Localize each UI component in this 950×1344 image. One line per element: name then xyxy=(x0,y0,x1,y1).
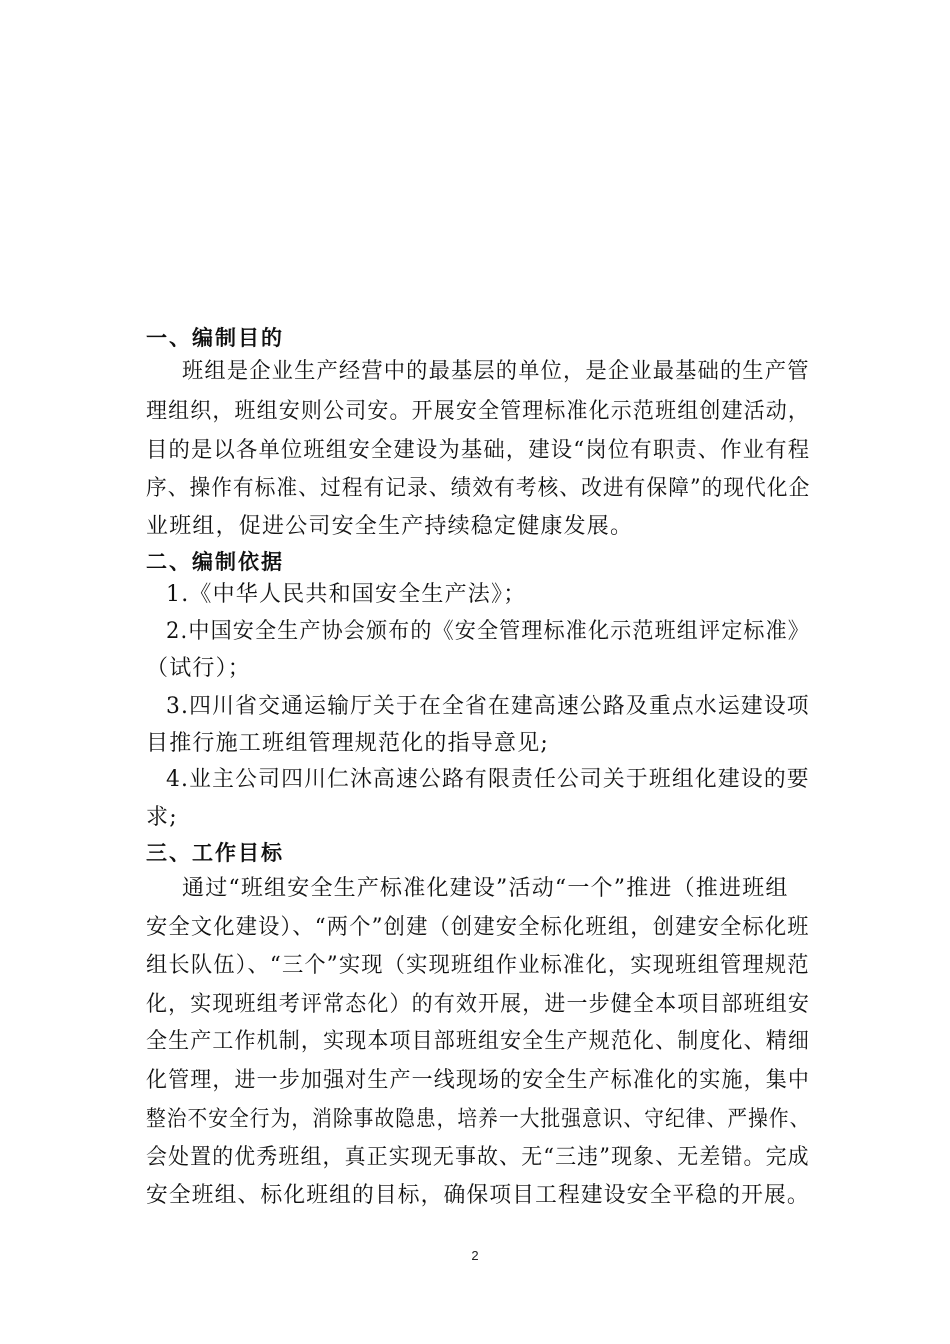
paragraph-line: 序、操作有标准、过程有记录、绩效有考核、改进有保障”的现代化企 xyxy=(146,476,811,501)
paragraph-line: 安全班组、标化班组的目标，确保项目工程建设安全平稳的开展。 xyxy=(146,1183,810,1208)
list-item-continuation: 求; xyxy=(146,805,178,830)
list-item: 1.《中华人民共和国安全生产法》； xyxy=(166,582,527,607)
paragraph-line: 组长队伍）、“三个”实现（实现班组作业标准化，实现班组管理规范 xyxy=(146,953,810,978)
paragraph-line: 化管理，进一步加强对生产一线现场的安全生产标准化的实施，集中 xyxy=(146,1068,811,1093)
paragraph-line: 班组是企业生产经营中的最基层的单位，是企业最基础的生产管 xyxy=(182,359,810,384)
list-item: 4.业主公司四川仁沐高速公路有限责任公司关于班组化建设的要 xyxy=(166,767,810,792)
list-item: 3.四川省交通运输厅关于在全省在建高速公路及重点水运建设项 xyxy=(166,694,810,719)
paragraph-line: 业班组，促进公司安全生产持续稳定健康发展。 xyxy=(146,514,634,539)
paragraph-line: 会处置的优秀班组，真正实现无事故、无“三违”现象、无差错。完成 xyxy=(146,1145,810,1170)
paragraph-line: 全生产工作机制，实现本项目部班组安全生产规范化、制度化、精细 xyxy=(146,1029,811,1054)
list-item-continuation: 目推行施工班组管理规范化的指导意见; xyxy=(146,731,550,756)
page-number: 2 xyxy=(471,1248,479,1263)
paragraph-line: 通过“班组安全生产标准化建设”活动“一个”推进（推进班组 xyxy=(182,876,789,901)
section-heading-purpose: 一、编制目的 xyxy=(146,326,284,350)
section-heading-basis: 二、编制依据 xyxy=(146,550,284,574)
section-heading-goals: 三、工作目标 xyxy=(146,841,284,865)
paragraph-line: 理组织，班组安则公司安。开展安全管理标准化示范班组创建活动， xyxy=(146,399,811,424)
paragraph-line: 化，实现班组考评常态化）的有效开展，进一步健全本项目部班组安 xyxy=(146,992,811,1017)
paragraph-line: 整治不安全行为，消除事故隐患，培养一大批强意识、守纪律、严操作、 xyxy=(146,1107,811,1132)
list-item: 2.中国安全生产协会颁布的《安全管理标准化示范班组评定标准》 xyxy=(166,619,810,644)
paragraph-line: 安全文化建设）、“两个”创建（创建安全标化班组，创建安全标化班 xyxy=(146,915,810,940)
list-item-continuation: （试行）； xyxy=(146,656,252,681)
paragraph-line: 目的是以各单位班组安全建设为基础，建设“岗位有职责、作业有程 xyxy=(146,438,811,463)
